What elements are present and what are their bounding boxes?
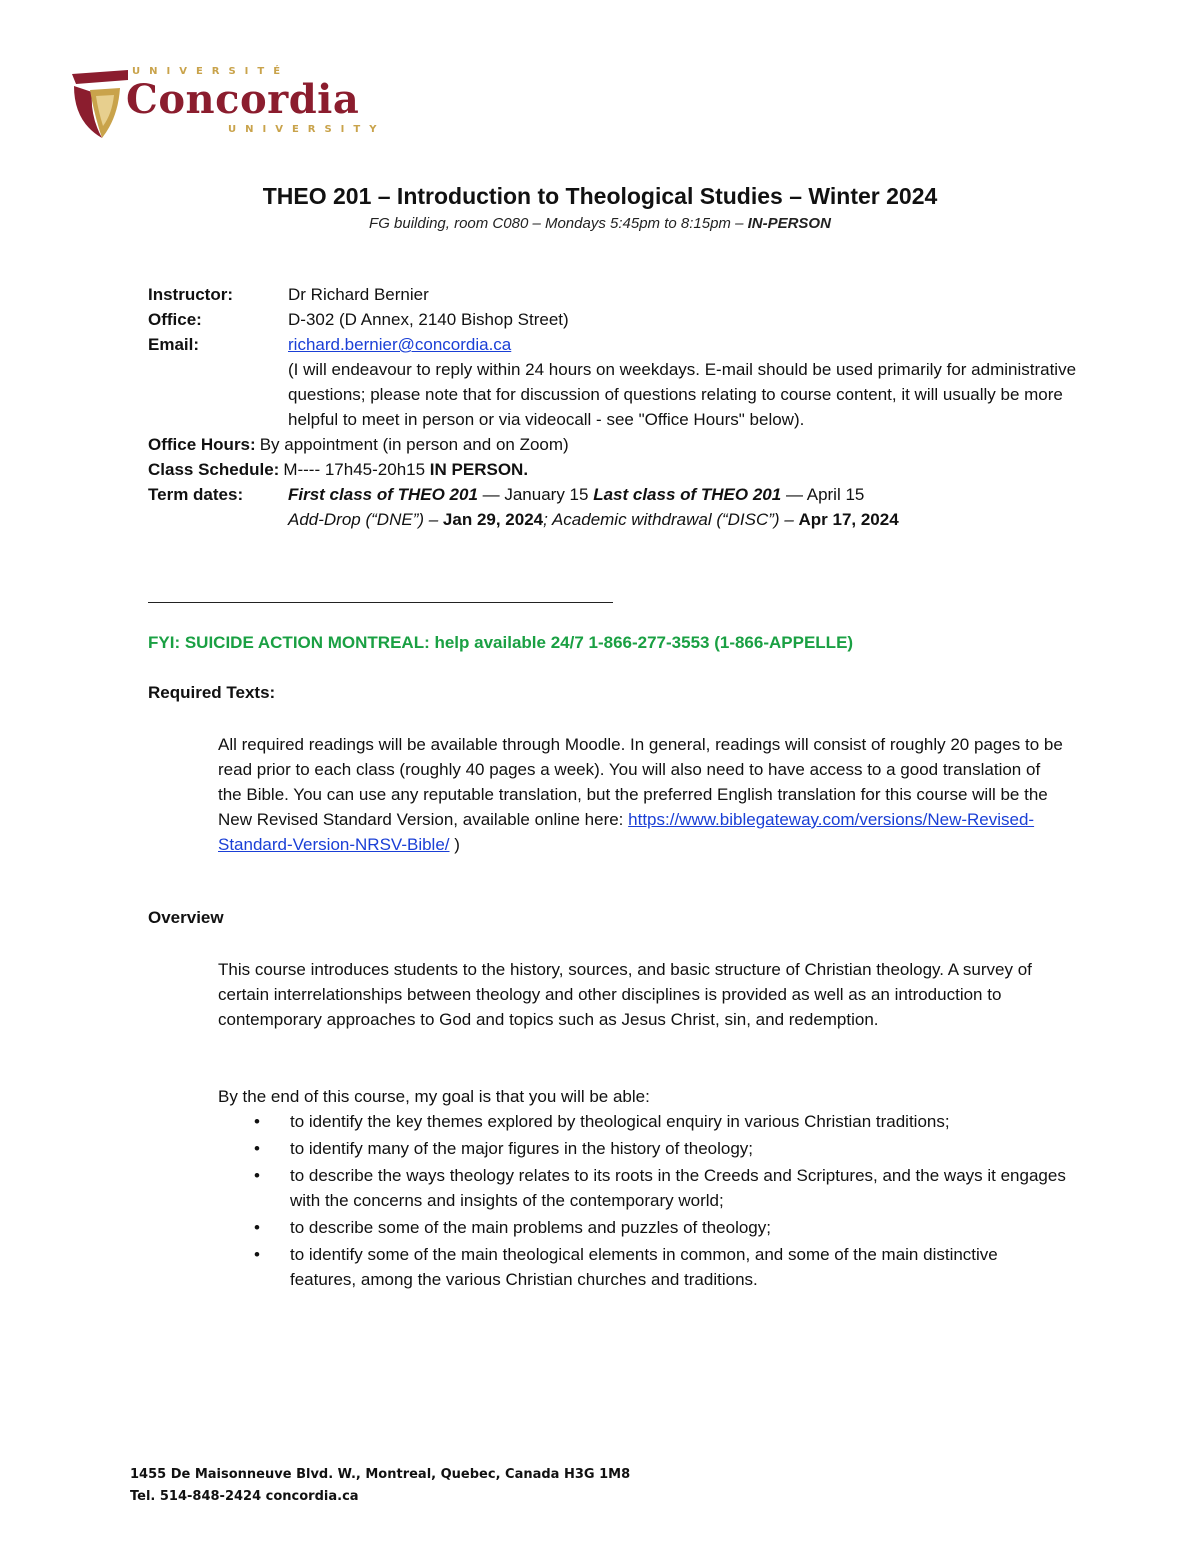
email-row (148, 332, 1078, 432)
withdrawal-date: Apr 17, 2024 (798, 510, 899, 529)
subtitle-mode: IN-PERSON (747, 215, 831, 232)
instructor-value: Dr Richard Bernier (288, 285, 429, 304)
goal-text: to describe the ways theology relates to its roots in the Creeds and Scriptures, and the ways it engages with the concerns and insights of the contemporary world; (290, 1166, 1066, 1210)
list-item (218, 1136, 1068, 1161)
adddrop-label: Add-Drop (“DNE”) – (288, 510, 443, 529)
adddrop-date: Jan 29, 2024 (442, 510, 544, 529)
email-label: Email: (148, 335, 200, 354)
class-schedule-value (283, 457, 1078, 482)
instructor-label: Instructor: (148, 285, 233, 304)
required-texts-heading: Required Texts: (148, 683, 276, 702)
subtitle-location: FG building, room C080 – Mondays 5:45pm to 8:15pm – (369, 215, 748, 232)
first-class-label: First class of THEO 201 (288, 485, 478, 504)
required-texts-body (218, 732, 1068, 857)
first-class-date: — January 15 (477, 485, 594, 504)
footer-address: 1455 De Maisonneuve Blvd. W., Montreal, Quebec, Canada H3G 1M8 (130, 1467, 631, 1482)
goal-text: to identify some of the main theological elements in common, and some of the main distinctive features, among the various Christian churches and traditions. (290, 1245, 998, 1289)
bullet-icon: • (254, 1139, 260, 1158)
office-label: Office: (148, 310, 202, 329)
bullet-icon: • (254, 1218, 260, 1237)
required-texts-text: All required readings will be available through Moodle. In general, readings will consist of roughly 20 pages to be read prior to each class (roughly 40 pages a week). You will also need to have access to a good translation of the Bible. You can use any reputable translation, but the preferred English translation for this course will be the New Revised Standard Version, available online here: (218, 735, 1063, 829)
required-texts-closing: ) (449, 835, 460, 854)
term-dates-row (148, 482, 1078, 532)
concordia-shield-icon (68, 66, 132, 142)
section-divider (148, 602, 613, 603)
goal-text: to identify the key themes explored by theological enquiry in various Christian traditions; (290, 1112, 950, 1131)
last-class-date: — April 15 (781, 485, 865, 504)
class-schedule-label: Class Schedule: (148, 460, 280, 479)
overview-heading: Overview (148, 908, 224, 927)
class-schedule-time: M---- 17h45-20h15 (283, 460, 430, 479)
goal-text: to describe some of the main problems and puzzles of theology; (290, 1218, 771, 1237)
class-schedule-row (148, 457, 1078, 482)
list-item (218, 1109, 1068, 1134)
bullet-icon: • (254, 1112, 260, 1131)
email-link[interactable]: richard.bernier@concordia.ca (288, 335, 512, 354)
office-hours-label: Office Hours: (148, 435, 256, 454)
bullet-icon: • (254, 1166, 260, 1185)
footer-address-block (130, 1464, 630, 1508)
list-item (218, 1215, 1068, 1240)
withdrawal-label: ; Academic withdrawal (“DISC”) – (543, 510, 799, 529)
overview-body: This course introduces students to the history, sources, and basic structure of Christian theology. A survey of certain interrelationships between theology and other disciplines is provided as well as an introduction to contemporary approaches to God and topics such as Jesus Christ, sin, and redemption. (218, 960, 1032, 1029)
goal-text: to identify many of the major figures in the history of theology; (290, 1139, 754, 1158)
goals-list (218, 1109, 1068, 1294)
office-value: D-302 (D Annex, 2140 Bishop Street) (288, 310, 569, 329)
instructor-row (148, 282, 1078, 307)
term-dates-label: Term dates: (148, 485, 244, 504)
bullet-icon: • (254, 1245, 260, 1264)
fyi-helpline: FYI: SUICIDE ACTION MONTREAL: help available 24/7 1-866-277-3553 (1-866-APPELLE) (148, 633, 854, 652)
office-hours-row (148, 432, 1078, 457)
office-hours-value: By appointment (in person and on Zoom) (259, 435, 569, 454)
logo-university-text: UNIVERSITY (228, 124, 386, 135)
course-info (148, 282, 1078, 532)
email-note: (I will endeavour to reply within 24 hours on weekdays. E-mail should be used primarily for administrative questions; please note that for discussion of questions relating to course content, it will usually be more helpful to meet in person or via videocall - see "Office Hours" below). (288, 360, 1077, 429)
list-item (218, 1242, 1068, 1292)
bible-gateway-link[interactable]: https://www.biblegateway.com/versions/New-Revised-Standard-Version-NRSV-Bible/ (218, 810, 1035, 854)
office-row (148, 307, 1078, 332)
last-class-label: Last class of THEO 201 (593, 485, 782, 504)
logo-name: Concordia (126, 76, 360, 123)
goals-intro: By the end of this course, my goal is that you will be able: (218, 1087, 650, 1106)
footer-contact: Tel. 514-848-2424 concordia.ca (130, 1489, 359, 1504)
course-title: THEO 201 – Introduction to Theological Studies – Winter 2024 (262, 183, 938, 209)
list-item (218, 1163, 1068, 1213)
term-dates-value (288, 482, 1078, 532)
email-value (288, 332, 1078, 432)
class-schedule-mode: IN PERSON. (429, 460, 529, 479)
logo-universite-text: UNIVERSITÉ (132, 66, 290, 77)
course-subtitle (0, 215, 1200, 232)
concordia-logo (68, 62, 386, 144)
